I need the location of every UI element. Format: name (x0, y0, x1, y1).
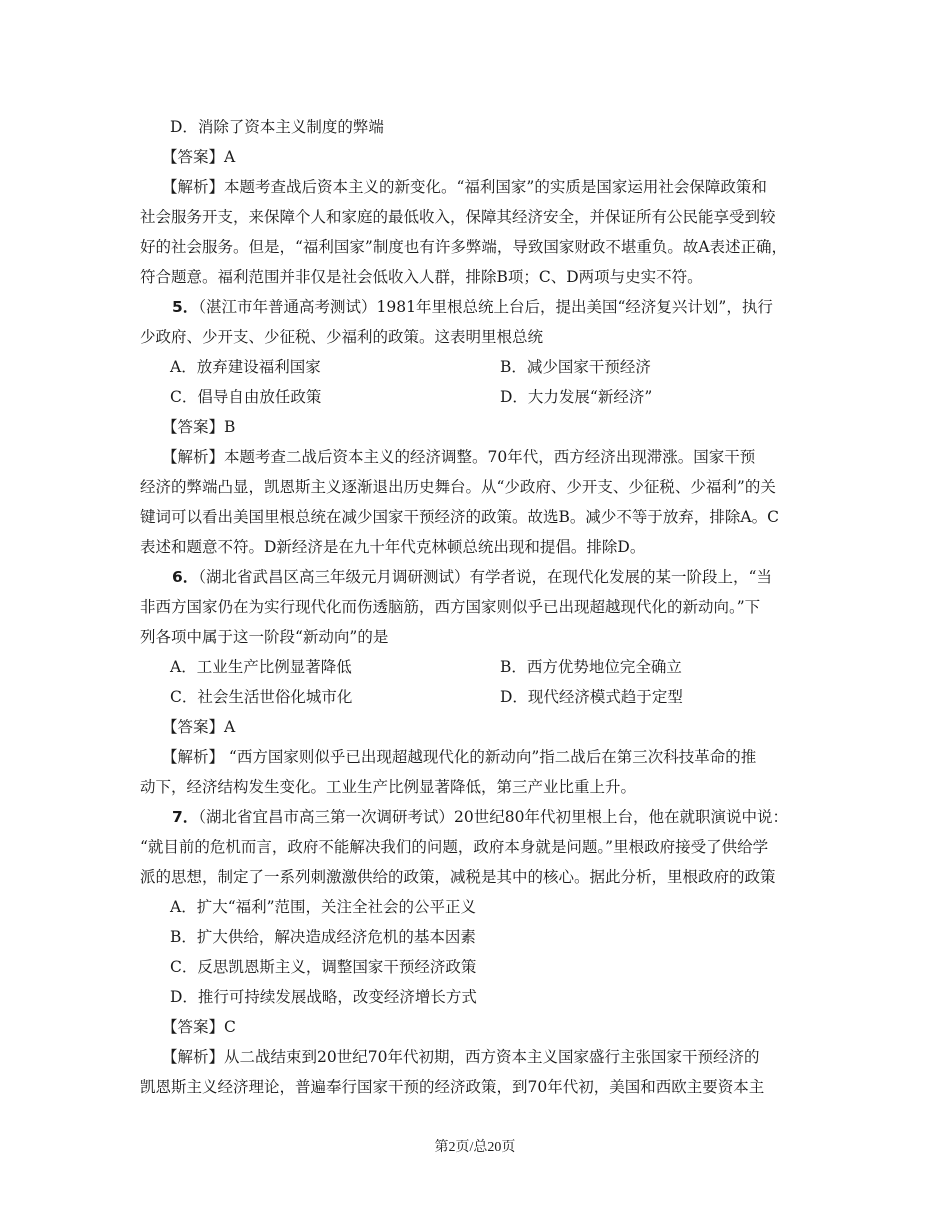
explanation-line: 好的社会服务。但是，“福利国家”制度也有许多弊端，导致国家财政不堪重负。故A表述正确， (140, 238, 788, 256)
question-5-options-row (170, 357, 850, 377)
question-5-stem: 5．（湛江市年普通高考测试）1981年里根总统上台后，提出美国“经济复兴计划”，执行 (172, 298, 773, 316)
option-a: A．工业生产比例显著降低 (170, 658, 352, 676)
question-6-stem: 6．（湖北省武昌区高三年级元月调研测试）有学者说，在现代化发展的某一阶段上，“当 (172, 568, 772, 586)
question-6-options-row (170, 687, 850, 707)
answer-line: 【答案】A (162, 718, 236, 736)
explanation-line: 符合题意。福利范围并非仅是社会低收入人群，排除B项；C、D两项与史实不符。 (140, 268, 703, 286)
explanation-line: 表述和题意不符。D新经济是在九十年代克林顿总统出现和提倡。排除D。 (140, 538, 646, 556)
option-d: D．推行可持续发展战略，改变经济增长方式 (170, 988, 477, 1006)
option-d: D．现代经济模式趋于定型 (500, 688, 683, 706)
explanation-line: 凯恩斯主义经济理论，普遍奉行国家干预的经济政策，到70年代初，美国和西欧主要资本主 (140, 1078, 765, 1096)
question-number: 5． (172, 298, 199, 316)
option-c: C．反思凯恩斯主义，调整国家干预经济政策 (170, 958, 477, 976)
explanation-line: 社会服务开支，来保障个人和家庭的最低收入，保障其经济安全，并保证所有公民能享受到较 (140, 208, 776, 226)
option-a: A．扩大“福利”范围，关注全社会的公平正义 (170, 898, 477, 916)
question-number: 6． (172, 568, 199, 586)
question-5-options-row (170, 387, 850, 407)
explanation-line: 键词可以看出美国里根总统在减少国家干预经济的政策。故选B。减少不等于放弃，排除A。C (140, 508, 779, 526)
option-d: D．大力发展“新经济” (500, 388, 653, 406)
option-c: C．社会生活世俗化城市化 (170, 688, 353, 706)
option-b: B．减少国家干预经济 (500, 358, 651, 376)
question-6-stem-cont: 非西方国家仍在为实行现代化而伤透脑筋，西方国家则似乎已出现超越现代化的新动向。”下 (140, 598, 761, 616)
option-a: A．放弃建设福利国家 (170, 358, 321, 376)
option-b: B．扩大供给，解决造成经济危机的基本因素 (170, 928, 476, 946)
explanation-line: 动下，经济结构发生变化。工业生产比例显著降低，第三产业比重上升。 (140, 778, 637, 796)
question-6-stem-cont: 列各项中属于这一阶段“新动向”的是 (140, 628, 389, 646)
option-d-text: D．消除了资本主义制度的弊端 (170, 118, 384, 136)
question-7-stem-cont: 派的思想，制定了一系列刺激激供给的政策，减税是其中的核心。据此分析，里根政府的政策 (140, 868, 776, 886)
answer-line: 【答案】A (162, 148, 236, 166)
question-5-stem-cont: 少政府、少开支、少征税、少福利的政策。这表明里根总统 (140, 328, 544, 346)
question-7-stem-cont: “就目前的危机而言，政府不能解决我们的问题，政府本身就是问题。”里根政府接受了供给学 (140, 838, 769, 856)
answer-line: 【答案】B (162, 418, 236, 436)
question-7-stem: 7．（湖北省宜昌市高三第一次调研考试）20世纪80年代初里根上台，他在就职演说中说： (172, 808, 788, 826)
explanation-line: 【解析】本题考查战后资本主义的新变化。“福利国家”的实质是国家运用社会保障政策和 (162, 178, 767, 196)
option-b: B．西方优势地位完全确立 (500, 658, 682, 676)
question-6-options-row (170, 657, 850, 677)
option-c: C．倡导自由放任政策 (170, 388, 322, 406)
explanation-line: 【解析】从二战结束到20世纪70年代初期，西方资本主义国家盛行主张国家干预经济的 (162, 1048, 760, 1066)
explanation-line: 经济的弊端凸显，凯恩斯主义逐渐退出历史舞台。从“少政府、少开支、少征税、少福利”的关 (140, 478, 776, 496)
page-footer: 第2页/总20页 (434, 1140, 516, 1155)
question-number: 7． (172, 808, 199, 826)
explanation-line: 【解析】本题考查二战后资本主义的经济调整。70年代，西方经济出现滞涨。国家干预 (162, 448, 756, 466)
answer-line: 【答案】C (162, 1018, 236, 1036)
explanation-line: 【解析】 “西方国家则似乎已出现超越现代化的新动向”指二战后在第三次科技革命的推 (162, 748, 757, 766)
